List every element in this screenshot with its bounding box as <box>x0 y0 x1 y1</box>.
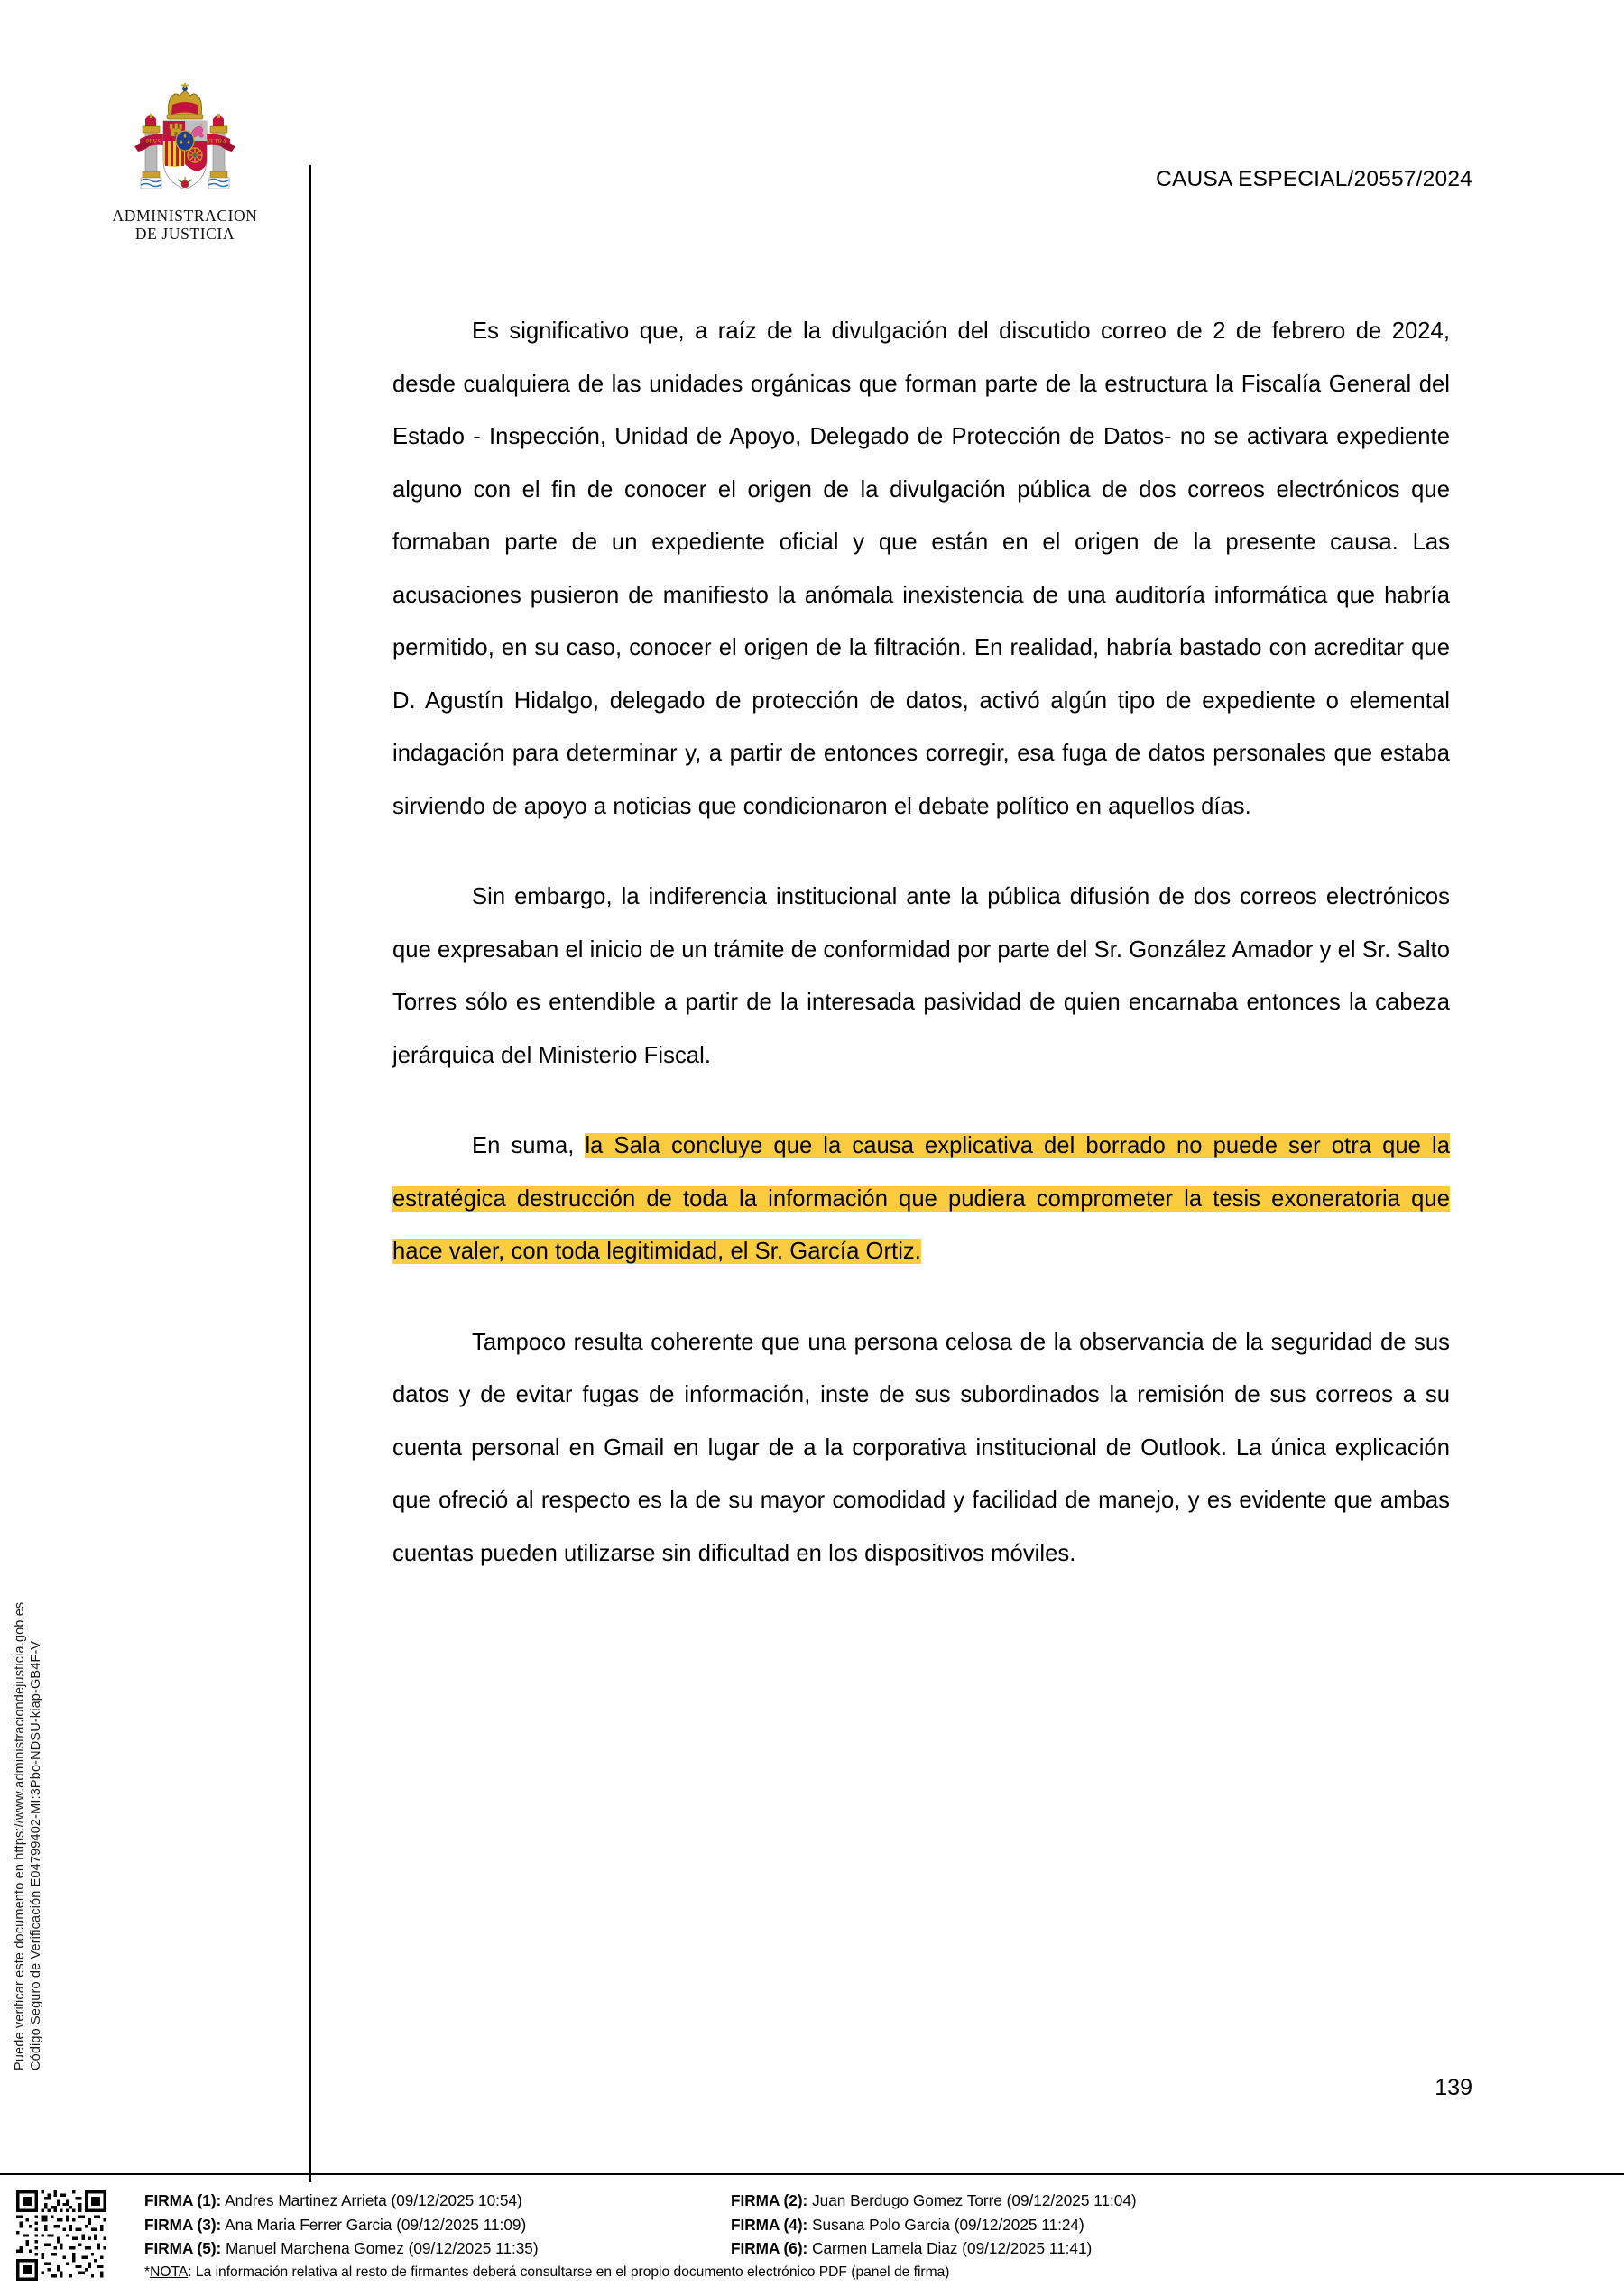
paragraph-2 <box>392 871 1450 1082</box>
left-margin-strip <box>0 0 54 2165</box>
page-number: 139 <box>1435 2075 1472 2100</box>
footer-note-keyword: NOTA <box>150 2264 189 2280</box>
svg-text:VLTRA: VLTRA <box>206 138 227 145</box>
signature-value-3: Ana Maria Ferrer Garcia (09/12/2025 11:09) <box>225 2215 527 2234</box>
signature-label-3: FIRMA (3): <box>144 2215 222 2234</box>
footer-note-text: : La información relativa al resto de firmantes deberá consultarse en el propio documento electrónico PDF (panel de firma) <box>188 2264 950 2280</box>
qr-code-icon <box>16 2190 106 2281</box>
signature-label-1: FIRMA (1): <box>144 2191 222 2209</box>
emblem-label-line-1: ADMINISTRACION <box>112 207 258 225</box>
document-header-case-reference: CAUSA ESPECIAL/20557/2024 <box>1156 167 1472 191</box>
signature-row-3 <box>144 2213 586 2237</box>
signature-block <box>144 2189 1606 2282</box>
signature-row-1 <box>144 2189 586 2213</box>
emblem-label-line-2: DE JUSTICIA <box>134 224 235 243</box>
footer-divider <box>0 2173 1624 2175</box>
highlighted-text: la Sala concluye que la causa explicativa del borrado no puede ser otra que la estratégica destrucción de toda la información que pudiera comprometer la tesis exoneratoria que hace valer, con toda legitimidad, el Sr. García Ortiz. <box>392 1133 1451 1264</box>
signature-grid <box>144 2189 1606 2261</box>
signature-value-2: Juan Berdugo Gomez Torre (09/12/2025 11:04) <box>812 2191 1137 2209</box>
paragraph-4 <box>392 1316 1450 1581</box>
footer-note-asterisk: * <box>144 2264 151 2280</box>
paragraph-text: Sin embargo, la indiferencia institucional ante la pública difusión de dos correos electrónicos que expresaban el inicio de un trámite de conformidad por parte del Sr. González Amador y el Sr. Salto Torres sólo es entendible a partir de la interesada pasividad de quien encarnaba entonces la cabeza jerárquica del Ministerio Fiscal. <box>392 884 1450 1068</box>
signature-value-4: Susana Polo Garcia (09/12/2025 11:24) <box>812 2215 1084 2234</box>
signature-row-4 <box>731 2213 1606 2237</box>
paragraph-text: Tampoco resulta coherente que una persona celosa de la observancia de la seguridad de sus datos y de evitar fugas de información, inste de sus subordinados la remisión de sus correos a su cuenta personal en Gmail en lugar de a la corporativa institucional de Outlook. La única explicación que ofreció al respecto es la de su mayor comodidad y facilidad de manejo, y es evidente que ambas cuentas pueden utilizarse sin dificultad en los dispositivos móviles. <box>392 1329 1450 1566</box>
signature-value-5: Manuel Marchena Gomez (09/12/2025 11:35) <box>226 2239 539 2257</box>
signature-label-6: FIRMA (6): <box>731 2239 808 2257</box>
signature-label-2: FIRMA (2): <box>731 2191 808 2209</box>
document-body <box>392 305 1450 1580</box>
signature-value-1: Andres Martinez Arrieta (09/12/2025 10:54) <box>225 2191 522 2209</box>
footer-note <box>144 2263 1606 2282</box>
verification-code-text: Código Seguro de Verificación E04799402-MI:3Pbo-NDSU-kiap-GB4F-V <box>29 1640 43 2070</box>
paragraph-text: Es significativo que, a raíz de la divulgación del discutido correo de 2 de febrero de 2024, desde cualquiera de las unidades orgánicas que forman parte de la estructura la Fiscalía General del Estado - Inspección, Unidad de Apoyo, Delegado de Protección de Datos- no se activara expediente alguno con el fin de conocer el origen de la divulgación pública de dos correos electrónicos que formaban parte de un expediente oficial y que están en el origen de la presente causa. Las acusaciones pusieron de manifiesto la anómala inexistencia de una auditoría informática que habría permitido, en su caso, conocer el origen de la filtración. En realidad, habría bastado con acreditar que D. Agustín Hidalgo, delegado de protección de datos, activó algún tipo de expediente o elemental indagación para determinar y, a partir de entonces corregir, esa fuga de datos personales que estaba sirviendo de apoyo a noticias que condicionaron el debate político en aquellos días. <box>392 318 1450 819</box>
paragraph-text: En suma, <box>472 1133 586 1158</box>
signature-label-5: FIRMA (5): <box>144 2239 222 2257</box>
signature-label-4: FIRMA (4): <box>731 2215 808 2234</box>
paragraph-1 <box>392 305 1450 833</box>
signature-row-2 <box>731 2189 1606 2213</box>
margin-vertical-rule <box>309 165 311 2182</box>
signature-value-6: Carmen Lamela Diaz (09/12/2025 11:41) <box>812 2239 1093 2257</box>
paragraph-3-highlighted <box>392 1120 1450 1278</box>
signature-row-6 <box>731 2236 1606 2261</box>
verification-url-text: Puede verificar este documento en https://www.administraciondejusticia.gob.es <box>13 1601 27 2070</box>
svg-text:PLVS: PLVS <box>145 138 161 145</box>
administration-of-justice-emblem <box>95 81 275 243</box>
signature-row-5 <box>144 2236 586 2261</box>
